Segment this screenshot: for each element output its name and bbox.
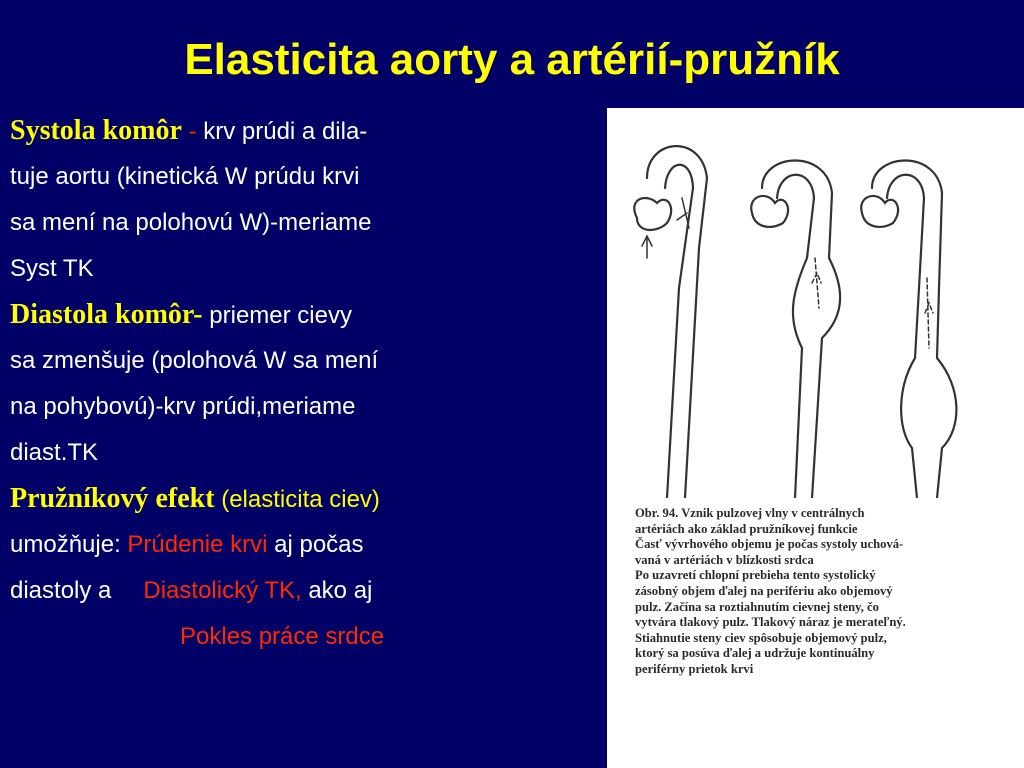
slide-body-text	[10, 108, 600, 660]
pruznik-heading: Pružníkový efekt	[10, 483, 215, 514]
aorta-figure	[607, 108, 1024, 768]
diastola-line-1	[10, 292, 600, 338]
pruznik-line-2	[10, 522, 600, 568]
diastola-heading: Diastola komôr-	[10, 299, 203, 330]
systola-heading: Systola komôr	[10, 115, 182, 146]
pokles-text: Pokles práce srdce	[180, 623, 385, 650]
pruznik-line-1	[10, 476, 600, 522]
systola-text-1: krv prúdi a dila-	[203, 118, 368, 145]
pruznik-paren-text: elasticita ciev)	[229, 486, 380, 513]
umoznuje-text: umožňuje:	[10, 531, 128, 558]
caption-line: Obr. 94. Vznik pulzovej vlny v centrálnych	[635, 506, 865, 520]
caption-line: vytvára tlakový pulz. Tlakový náraz je merateľný.	[635, 615, 906, 630]
systola-line-2: tuje aortu (kinetická W prúdu krvi	[10, 163, 360, 190]
caption-line: Stiahnutie steny ciev spôsobuje objemový pulz,	[635, 630, 887, 645]
aorta-diagram-illustration	[607, 108, 1024, 498]
caption-line: ktorý sa posúva ďalej a udržuje kontinuálny	[635, 646, 875, 661]
pruznik-line-4	[10, 614, 600, 660]
aj-pocas-text: aj počas	[267, 531, 364, 558]
prudenie-text: Prúdenie krvi	[127, 531, 268, 558]
caption-line: periférny prietok krvi	[635, 661, 754, 676]
systola-line-1	[10, 108, 600, 154]
vessel-diagram-3	[861, 161, 956, 499]
pruznik-line-3	[10, 568, 600, 614]
vessel-diagram-1	[634, 146, 707, 498]
systola-dash: -	[181, 118, 204, 145]
ako-aj-text: ako aj	[301, 577, 373, 604]
diastoly-a-text: diastoly a	[10, 577, 112, 604]
slide-title: Elasticita aorty a artérií-pružník	[184, 35, 840, 84]
figure-caption	[635, 506, 995, 678]
systola-line-3: sa mení na polohovú W)-meriame	[10, 209, 372, 236]
systola-line-4: Syst TK	[10, 255, 94, 282]
diastolicky-tk-text: Diastolický TK,	[143, 577, 302, 604]
caption-line: vaná v artériách v blízkosti srdca	[635, 552, 814, 567]
caption-line: pulz. Začína sa roztiahnutím cievnej steny, čo	[635, 599, 879, 614]
vessel-diagram-2	[751, 161, 840, 499]
caption-line: artériách ako základ pružníkovej funkcie	[635, 521, 858, 536]
pruznik-paren: (	[214, 486, 230, 513]
caption-line: zásobný objem ďalej na perifériu ako objemový	[635, 583, 893, 598]
caption-line: Časť vývrhového objemu je počas systoly uchová-	[635, 537, 904, 552]
caption-line: Po uzavretí chlopní prebieha tento systolický	[635, 568, 876, 583]
diastola-text-1: priemer cievy	[202, 302, 352, 329]
diastola-line-3: na pohybovú)-krv prúdi,meriame	[10, 393, 356, 420]
diastola-line-4: diast.TK	[10, 439, 99, 466]
diastola-line-2: sa zmenšuje (polohová W sa mení	[10, 347, 379, 374]
